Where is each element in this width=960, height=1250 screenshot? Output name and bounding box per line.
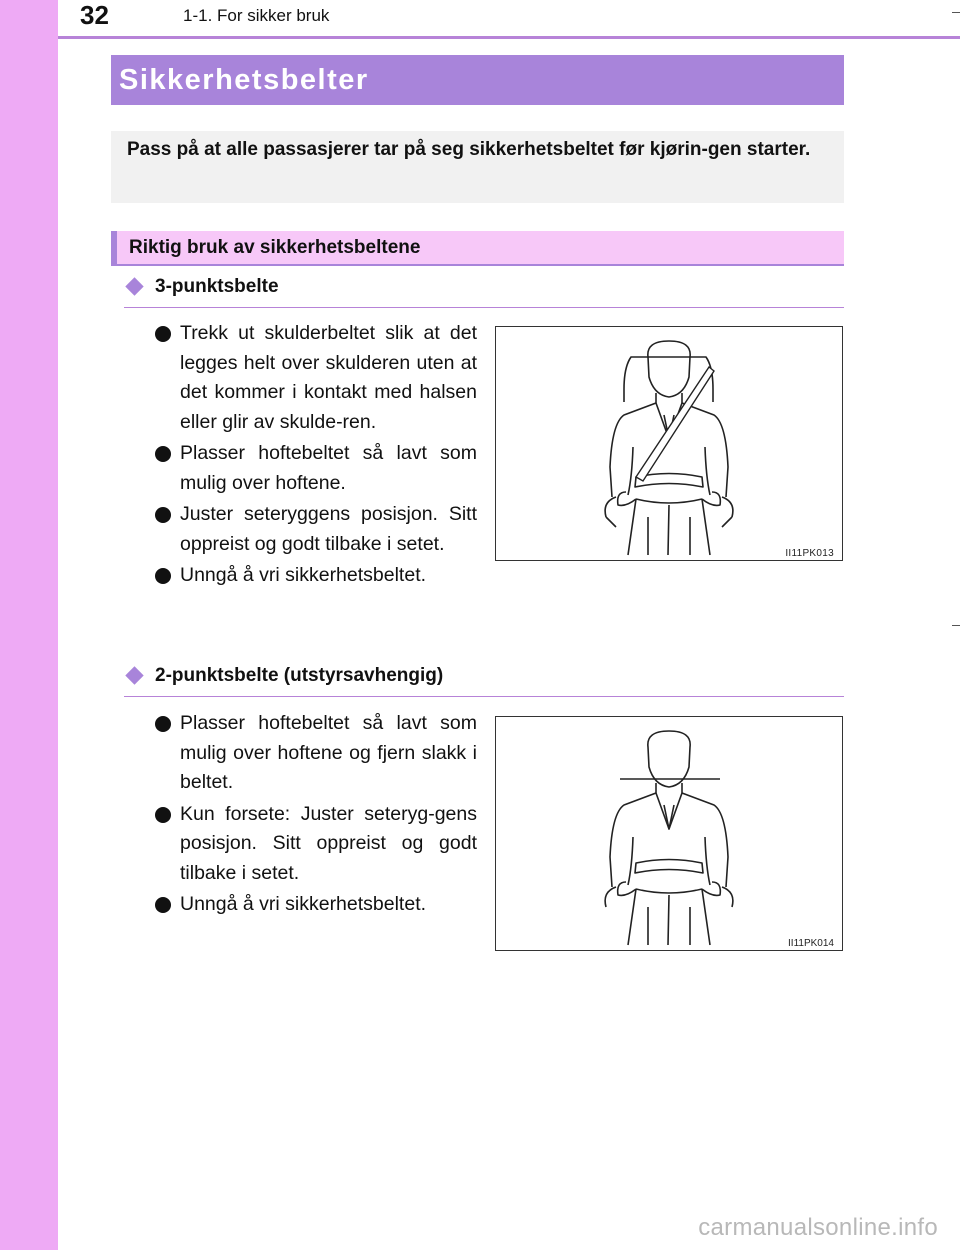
list-item: Plasser hoftebeltet så lavt som mulig over hoftene. bbox=[155, 439, 477, 498]
bullet-dot-icon bbox=[155, 568, 171, 584]
figure-code: II11PK013 bbox=[785, 548, 834, 559]
bullet-dot-icon bbox=[155, 716, 171, 732]
page-title: Sikkerhetsbelter bbox=[111, 55, 844, 105]
figure-three-point-belt bbox=[495, 326, 843, 561]
subheading-text: 3-punktsbelte bbox=[155, 276, 279, 297]
chapter-title: 1-1. For sikker bruk bbox=[183, 6, 330, 25]
bullet-list-two-point bbox=[155, 709, 477, 922]
section-heading: Riktig bruk av sikkerhetsbeltene bbox=[111, 231, 844, 266]
diamond-icon bbox=[125, 277, 143, 295]
list-item: Plasser hoftebeltet så lavt som mulig over hoftene og fjern slakk i beltet. bbox=[155, 709, 477, 798]
subheading-two-point bbox=[124, 663, 844, 697]
crop-mark bbox=[952, 625, 960, 626]
left-margin-bar bbox=[0, 0, 58, 1250]
list-item: Kun forsete: Juster seteryg-gens posisjon. Sitt oppreist og godt tilbake i setet. bbox=[155, 800, 477, 889]
bullet-dot-icon bbox=[155, 807, 171, 823]
bullet-dot-icon bbox=[155, 326, 171, 342]
seated-person-three-point-belt-illustration bbox=[496, 327, 842, 560]
list-item: Juster seteryggens posisjon. Sitt oppreist og godt tilbake i setet. bbox=[155, 500, 477, 559]
bullet-dot-icon bbox=[155, 446, 171, 462]
figure-two-point-belt bbox=[495, 716, 843, 951]
figure-code: II11PK014 bbox=[788, 938, 834, 949]
subheading-text: 2-punktsbelte (utstyrsavhengig) bbox=[155, 665, 444, 686]
bullet-dot-icon bbox=[155, 507, 171, 523]
diamond-icon bbox=[125, 666, 143, 684]
intro-box bbox=[111, 131, 844, 203]
crop-mark bbox=[952, 12, 960, 13]
list-item: Unngå å vri sikkerhetsbeltet. bbox=[155, 890, 477, 920]
subheading-three-point bbox=[124, 274, 844, 308]
page-number: 32 bbox=[80, 0, 109, 30]
seated-person-two-point-belt-illustration bbox=[496, 717, 842, 950]
bullet-list-three-point bbox=[155, 319, 477, 593]
watermark: carmanualsonline.info bbox=[698, 1214, 938, 1241]
intro-text: Pass på at alle passasjerer tar på seg sikkerhetsbeltet før kjørin-gen starter. bbox=[127, 139, 811, 160]
list-item: Trekk ut skulderbeltet slik at det legges helt over skulderen uten at det kommer i kontakt med halsen eller glir av skulde-ren. bbox=[155, 319, 477, 437]
header-rule bbox=[58, 36, 960, 39]
bullet-dot-icon bbox=[155, 897, 171, 913]
list-item: Unngå å vri sikkerhetsbeltet. bbox=[155, 561, 477, 591]
